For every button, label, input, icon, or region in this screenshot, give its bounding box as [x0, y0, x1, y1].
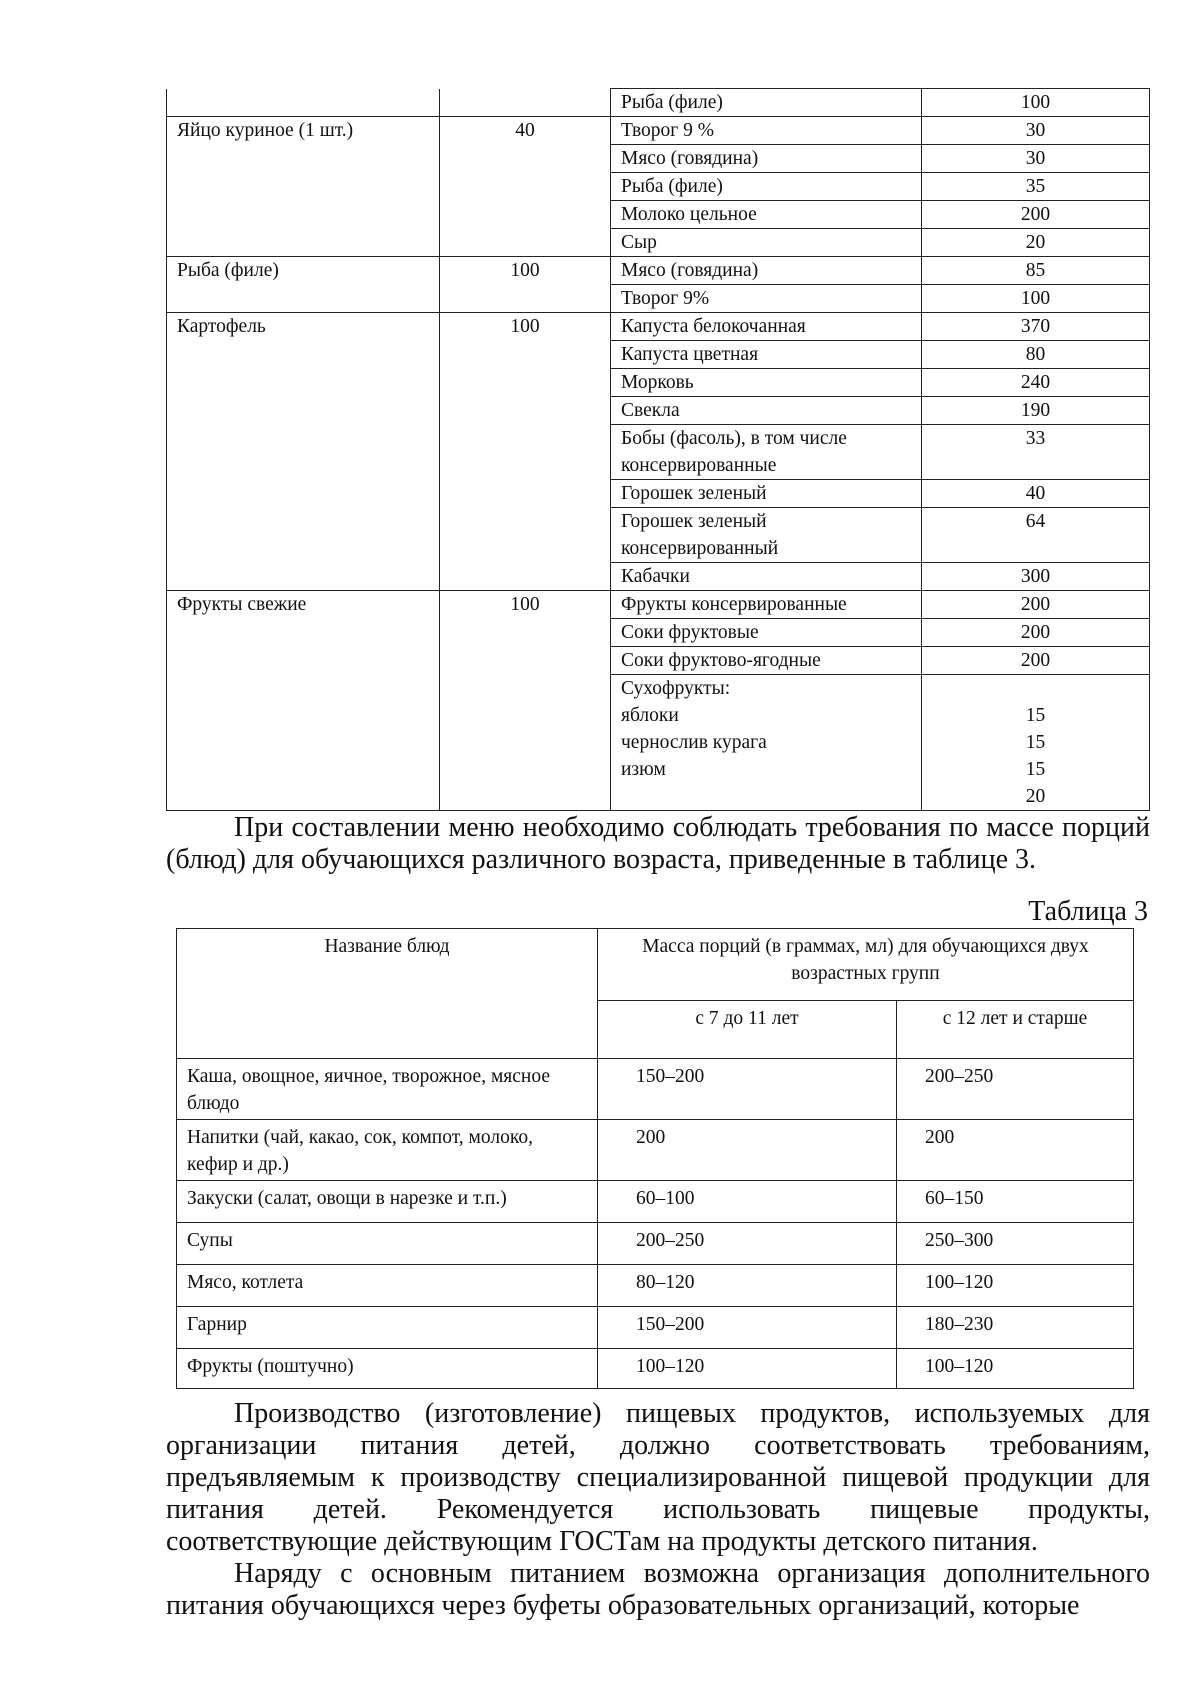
quantity-cell [440, 563, 611, 591]
replacement-table [166, 88, 1150, 811]
portion-age-12-plus-cell: 200 [897, 1120, 1134, 1181]
table-row [167, 117, 1150, 145]
product-cell [167, 369, 440, 397]
header-age-7-11: с 7 до 11 лет [598, 1001, 897, 1059]
product-cell [167, 675, 440, 811]
table-3-caption: Таблица 3 [1028, 896, 1148, 927]
portion-age-12-plus-cell: 180–230 [897, 1307, 1134, 1349]
dish-name-cell: Закуски (салат, овощи в нарезке и т.п.) [177, 1181, 598, 1223]
product-cell: Фрукты свежие [167, 591, 440, 619]
replacement-product-cell: Творог 9 % [611, 117, 922, 145]
quantity-cell [440, 397, 611, 425]
portion-age-7-11-cell: 200–250 [598, 1223, 897, 1265]
dish-name-cell: Каша, овощное, яичное, творожное, мясное блюдо [177, 1059, 598, 1120]
portion-age-12-plus-cell: 60–150 [897, 1181, 1134, 1223]
product-cell [167, 341, 440, 369]
replacement-amount-cell: 30 [922, 145, 1150, 173]
product-cell [167, 619, 440, 647]
quantity-cell [440, 229, 611, 257]
table-row [167, 145, 1150, 173]
table-row [177, 1307, 1134, 1349]
replacement-product-cell: Горошек зеленый [611, 480, 922, 508]
dish-name-cell: Супы [177, 1223, 598, 1265]
table-row [177, 1059, 1134, 1120]
quantity-cell [440, 647, 611, 675]
quantity-cell [440, 173, 611, 201]
table-row [167, 89, 1150, 117]
replacement-product-cell: Мясо (говядина) [611, 145, 922, 173]
header-portion-mass: Масса порций (в граммах, мл) для обучающихся двух возрастных групп [598, 929, 1134, 1001]
replacement-amount-cell: 64 [922, 508, 1150, 563]
replacement-amount-cell: 100 [922, 89, 1150, 117]
dish-name-cell: Мясо, котлета [177, 1265, 598, 1307]
replacement-amount-cell: 300 [922, 563, 1150, 591]
quantity-cell [440, 369, 611, 397]
portion-age-12-plus-cell: 100–120 [897, 1349, 1134, 1389]
product-cell [167, 89, 440, 117]
quantity-cell [440, 201, 611, 229]
table-row [167, 508, 1150, 563]
header-age-12-plus: с 12 лет и старше [897, 1001, 1134, 1059]
table-row [167, 341, 1150, 369]
dish-name-cell: Гарнир [177, 1307, 598, 1349]
replacement-amount-cell: 15 15 15 20 [922, 675, 1150, 811]
portion-age-7-11-cell: 100–120 [598, 1349, 897, 1389]
replacement-product-cell: Кабачки [611, 563, 922, 591]
replacement-product-cell: Капуста белокочанная [611, 313, 922, 341]
header-dish-name: Название блюд [177, 929, 598, 1059]
replacement-product-cell: Морковь [611, 369, 922, 397]
replacement-amount-cell: 200 [922, 201, 1150, 229]
portion-age-12-plus-cell: 250–300 [897, 1223, 1134, 1265]
table-row [177, 1265, 1134, 1307]
replacement-amount-cell: 30 [922, 117, 1150, 145]
replacement-product-cell: Капуста цветная [611, 341, 922, 369]
quantity-cell [440, 145, 611, 173]
replacement-amount-cell: 20 [922, 229, 1150, 257]
product-cell [167, 508, 440, 563]
replacement-amount-cell: 200 [922, 591, 1150, 619]
table-row [177, 1181, 1134, 1223]
table-row [167, 647, 1150, 675]
table-row [167, 285, 1150, 313]
replacement-product-cell: Соки фруктовые [611, 619, 922, 647]
replacement-product-cell: Фрукты консервированные [611, 591, 922, 619]
portion-age-12-plus-cell: 100–120 [897, 1265, 1134, 1307]
quantity-cell [440, 89, 611, 117]
table-row [167, 397, 1150, 425]
replacement-product-cell: Сухофрукты: яблоки чернослив курага изюм [611, 675, 922, 811]
replacement-amount-cell: 240 [922, 369, 1150, 397]
replacement-product-cell: Горошек зеленый консервированный [611, 508, 922, 563]
table-row [167, 229, 1150, 257]
replacement-product-cell: Мясо (говядина) [611, 257, 922, 285]
product-cell [167, 397, 440, 425]
replacement-amount-cell: 80 [922, 341, 1150, 369]
table-row [167, 619, 1150, 647]
replacement-amount-cell: 200 [922, 619, 1150, 647]
quantity-cell: 100 [440, 591, 611, 619]
table-row [167, 675, 1150, 811]
product-cell [167, 173, 440, 201]
portion-age-7-11-cell: 150–200 [598, 1059, 897, 1120]
table-row [167, 173, 1150, 201]
product-cell [167, 229, 440, 257]
quantity-cell [440, 341, 611, 369]
replacement-product-cell: Бобы (фасоль), в том числе консервированные [611, 425, 922, 480]
replacement-amount-cell: 35 [922, 173, 1150, 201]
replacement-amount-cell: 200 [922, 647, 1150, 675]
replacement-product-cell: Рыба (филе) [611, 173, 922, 201]
portion-age-7-11-cell: 200 [598, 1120, 897, 1181]
table-row [177, 1223, 1134, 1265]
table-row [167, 591, 1150, 619]
quantity-cell: 100 [440, 313, 611, 341]
table-row [167, 425, 1150, 480]
replacement-amount-cell: 100 [922, 285, 1150, 313]
quantity-cell [440, 675, 611, 811]
replacement-product-cell: Соки фруктово-ягодные [611, 647, 922, 675]
product-cell: Яйцо куриное (1 шт.) [167, 117, 440, 145]
replacement-product-cell: Творог 9% [611, 285, 922, 313]
replacement-amount-cell: 40 [922, 480, 1150, 508]
table-row [167, 313, 1150, 341]
product-cell [167, 145, 440, 173]
product-cell [167, 647, 440, 675]
product-cell [167, 425, 440, 480]
product-cell: Рыба (филе) [167, 257, 440, 285]
portion-age-7-11-cell: 150–200 [598, 1307, 897, 1349]
replacement-product-cell: Рыба (филе) [611, 89, 922, 117]
paragraph-additional-nutrition: Наряду с основным питанием возможна организация дополнительного питания обучающихся через буфеты образовательных организаций, которые [166, 1558, 1150, 1621]
table-row [177, 1349, 1134, 1389]
table-row [167, 480, 1150, 508]
replacement-amount-cell: 190 [922, 397, 1150, 425]
quantity-cell [440, 425, 611, 480]
table-row [167, 563, 1150, 591]
product-cell: Картофель [167, 313, 440, 341]
table-row [167, 369, 1150, 397]
product-cell [167, 563, 440, 591]
quantity-cell [440, 480, 611, 508]
product-cell [167, 201, 440, 229]
product-cell [167, 285, 440, 313]
portion-age-7-11-cell: 80–120 [598, 1265, 897, 1307]
quantity-cell: 100 [440, 257, 611, 285]
replacement-amount-cell: 85 [922, 257, 1150, 285]
dish-name-cell: Фрукты (поштучно) [177, 1349, 598, 1389]
paragraph-production-requirements: Производство (изготовление) пищевых продуктов, используемых для организации питания детей, должно соответствовать требованиям, предъявляемым к производству специализированной пищевой продукции для питания детей. Рекомендуется использовать пищевые продукты, соответствующие действующим ГОСТам на продукты детского питания. [166, 1398, 1150, 1557]
replacement-amount-cell: 33 [922, 425, 1150, 480]
portion-age-12-plus-cell: 200–250 [897, 1059, 1134, 1120]
replacement-amount-cell: 370 [922, 313, 1150, 341]
paragraph-menu-requirements: При составлении меню необходимо соблюдать требования по массе порций (блюд) для обучающихся различного возраста, приведенные в таблице 3. [166, 812, 1150, 875]
replacement-product-cell: Свекла [611, 397, 922, 425]
product-cell [167, 480, 440, 508]
quantity-cell [440, 285, 611, 313]
portion-mass-table [176, 928, 1134, 1389]
quantity-cell [440, 619, 611, 647]
quantity-cell [440, 508, 611, 563]
replacement-product-cell: Молоко цельное [611, 201, 922, 229]
table-row [177, 1120, 1134, 1181]
table-row [167, 201, 1150, 229]
replacement-product-cell: Сыр [611, 229, 922, 257]
quantity-cell: 40 [440, 117, 611, 145]
portion-age-7-11-cell: 60–100 [598, 1181, 897, 1223]
dish-name-cell: Напитки (чай, какао, сок, компот, молоко, кефир и др.) [177, 1120, 598, 1181]
table-row [167, 257, 1150, 285]
